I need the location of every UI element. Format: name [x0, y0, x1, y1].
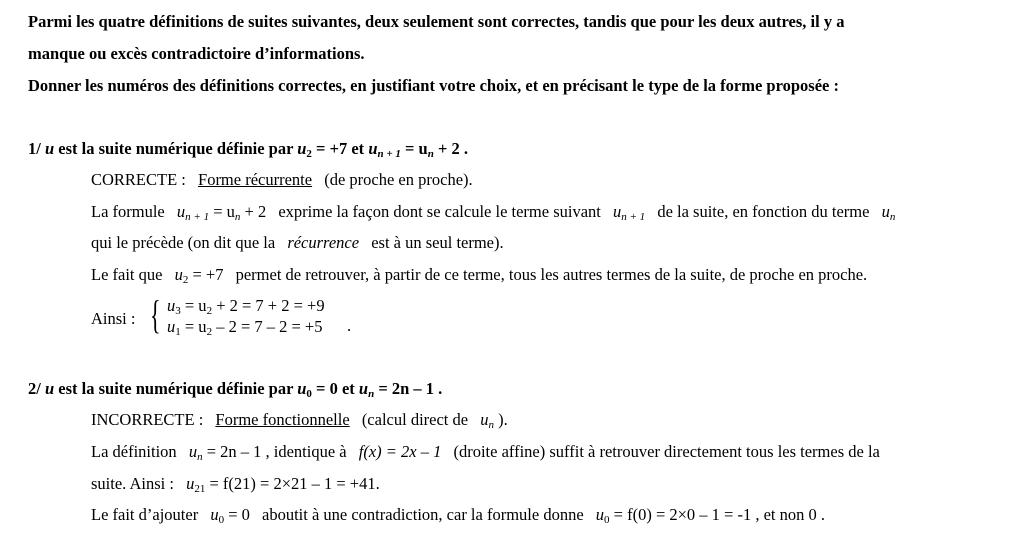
math-subscript: 2	[206, 305, 213, 317]
math-subscript: n	[427, 148, 434, 160]
math-term: u	[613, 202, 622, 221]
text: Le fait d’ajouter	[91, 505, 199, 524]
q1-ainsi-label: Ainsi :	[91, 309, 136, 328]
verdict: CORRECTE :	[91, 170, 186, 189]
q1-explanation-line-1	[91, 202, 895, 222]
sequence-var: u	[44, 139, 55, 158]
question-number: 2/	[28, 379, 41, 398]
text: de la suite, en fonction du terme	[657, 202, 870, 221]
math-term: u	[595, 505, 605, 524]
math-text: = +7	[316, 139, 348, 158]
text: Le fait que	[91, 265, 163, 284]
math-term: u	[174, 265, 183, 284]
math-text: = 2n – 1 .	[378, 379, 443, 398]
left-brace: {	[150, 292, 161, 337]
math-subscript: 0	[604, 514, 610, 526]
math-term: u	[176, 202, 186, 221]
math-subscript: 3	[175, 305, 181, 317]
math-term: u	[167, 296, 176, 315]
math-text: = +7	[192, 265, 224, 284]
math-subscript: n + 1	[377, 148, 401, 160]
q1-explanation-line-2	[91, 233, 504, 253]
question-1-heading	[28, 139, 468, 159]
math-subscript: 0	[306, 388, 312, 400]
system-period: .	[347, 316, 352, 335]
math-term: u	[358, 379, 369, 398]
sequence-var: u	[44, 379, 55, 398]
math-term: u	[297, 379, 307, 398]
math-subscript: n	[889, 211, 896, 223]
intro-line-1: Parmi les quatre définitions de suites suivantes, deux seulement sont correctes, tandis que pour les deux autres, il y a	[28, 12, 845, 31]
math-text: + 2 .	[437, 139, 469, 158]
math-text: = 2n – 1	[206, 442, 262, 461]
text: (droite affine) suffit à retrouver directement tous les termes de la	[453, 442, 880, 461]
text: exprime la façon dont se calcule le terme suivant	[278, 202, 601, 221]
math-term: u	[186, 474, 195, 493]
math-subscript: 2	[206, 326, 213, 338]
text: qui le précède (on dit que la	[91, 233, 276, 252]
math-term: u	[210, 505, 219, 524]
math-subscript: n	[488, 419, 494, 431]
form-type: Forme récurrente	[198, 170, 313, 189]
math-text: = u	[405, 139, 428, 158]
intro-line-3: Donner les numéros des définitions correctes, en justifiant votre choix, et en précisant le type de la forme proposée :	[28, 76, 839, 95]
math-text: + 2 = 7 + 2 = +9	[216, 296, 325, 315]
math-text: = u	[184, 317, 207, 336]
text: suite. Ainsi :	[91, 474, 174, 493]
q2-explanation-line-1	[91, 442, 880, 462]
heading-text: est la suite numérique définie par	[58, 139, 294, 158]
math-term: u	[297, 139, 307, 158]
math-text: = f(21) = 2×21 – 1 = +41.	[209, 474, 380, 493]
conjunction: et	[341, 379, 355, 398]
math-text: = 0	[228, 505, 250, 524]
text: , identique à	[265, 442, 347, 461]
math-text: = f(0) = 2×0 – 1 = -1 , et non 0 .	[613, 505, 826, 524]
math-text: = 0	[316, 379, 338, 398]
conjunction: et	[351, 139, 365, 158]
verdict: INCORRECTE :	[91, 410, 204, 429]
form-type: Forme fonctionnelle	[215, 410, 350, 429]
math-text: = u	[213, 202, 235, 221]
emphasis: récurrence	[287, 233, 360, 252]
math-term: u	[480, 410, 489, 429]
math-subscript: n + 1	[621, 211, 646, 223]
text: permet de retrouver, à partir de ce terme, tous les autres termes de la suite, de proche en proche.	[235, 265, 868, 284]
q1-explanation-line-3	[91, 265, 867, 285]
q1-verdict-line	[91, 170, 473, 190]
form-note: ).	[498, 410, 508, 429]
form-note: (calcul direct de	[361, 410, 469, 429]
math-subscript: 0	[218, 514, 225, 526]
question-2-heading	[28, 379, 442, 399]
system-row-1	[167, 296, 325, 316]
q2-verdict-line	[91, 410, 508, 430]
math-subscript: n	[197, 451, 203, 463]
math-text: = u	[184, 296, 207, 315]
question-number: 1/	[28, 139, 41, 158]
q2-explanation-line-3	[91, 505, 825, 525]
text: aboutit à une contradiction, car la formule donne	[262, 505, 584, 524]
math-subscript: 2	[182, 274, 189, 286]
math-text: f(x) = 2x – 1	[358, 442, 442, 461]
text: La formule	[91, 202, 165, 221]
math-subscript: 21	[194, 483, 206, 495]
form-note: (de proche en proche).	[324, 170, 473, 189]
heading-text: est la suite numérique définie par	[58, 379, 294, 398]
math-subscript: 1	[175, 326, 181, 338]
math-term: u	[167, 317, 176, 336]
math-term: u	[368, 139, 378, 158]
math-subscript: n	[368, 388, 375, 400]
math-term: u	[188, 442, 198, 461]
math-subscript: 2	[306, 148, 312, 160]
math-subscript: n + 1	[185, 211, 210, 223]
math-term: u	[881, 202, 890, 221]
text: est à un seul terme).	[371, 233, 504, 252]
system-row-2	[167, 317, 322, 337]
q2-explanation-line-2	[91, 474, 380, 494]
intro-line-2: manque ou excès contradictoire d’informations.	[28, 44, 365, 63]
text: La définition	[91, 442, 177, 461]
math-text: – 2 = 7 – 2 = +5	[216, 317, 323, 336]
math-text: + 2	[244, 202, 267, 221]
math-subscript: n	[234, 211, 241, 223]
